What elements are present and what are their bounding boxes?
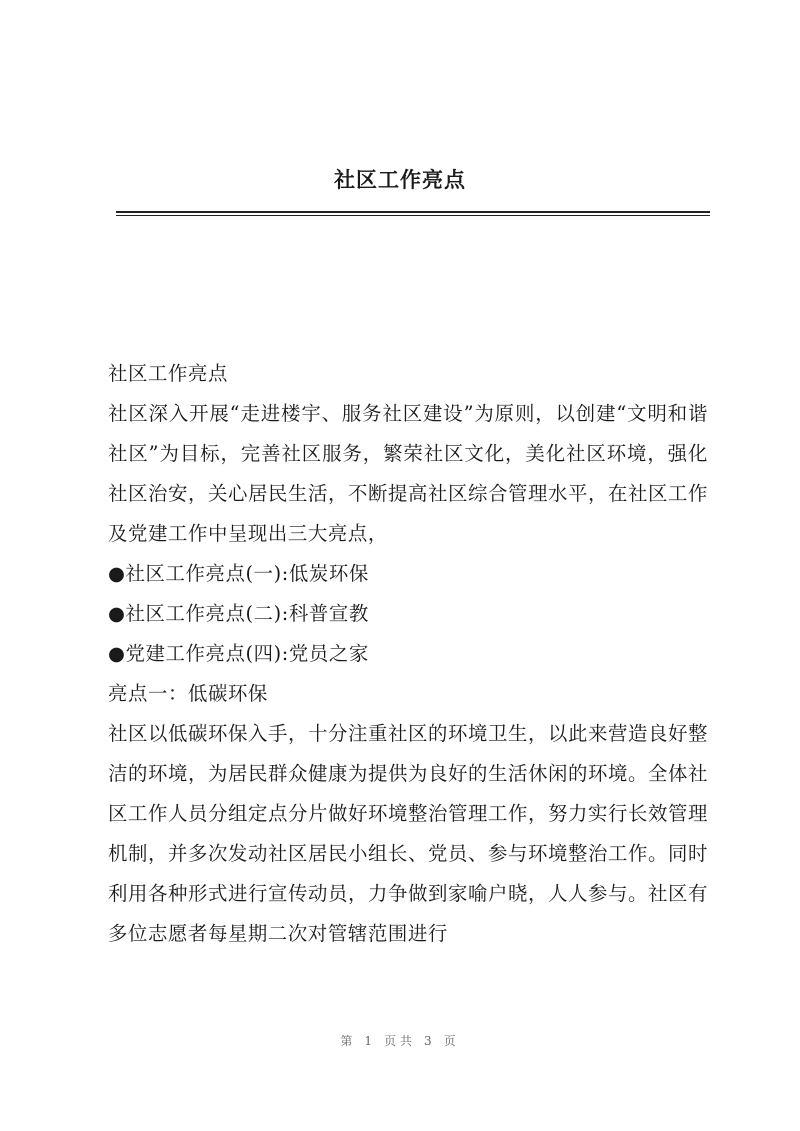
footer-prefix: 第 [340,1034,357,1048]
title-divider-thin [116,215,710,216]
section-heading: 社区工作亮点 [108,362,228,385]
footer-total-pages: 3 [424,1034,436,1048]
highlight-item-3: ●党建工作亮点(四):党员之家 [108,642,369,665]
subsection-heading: 亮点一：低碳环保 [108,682,268,705]
page-footer [0,1032,800,1049]
intro-paragraph: 社区深入开展“走进楼宇、服务社区建设”为原则，以创建“文明和谐社区”为目标，完善社区服务，繁荣社区文化，美化社区环境，强化社区治安，关心居民生活，不断提高社区综合管理水平，在社区工作及党建工作中呈现出三大亮点， [108,402,708,545]
footer-page-number: 1 [364,1034,376,1048]
highlight-item-2: ●社区工作亮点(二):科普宣教 [108,602,369,625]
footer-suffix: 页 [443,1034,460,1048]
page-title: 社区工作亮点 [334,168,466,192]
body-paragraph: 社区以低碳环保入手，十分注重社区的环境卫生，以此来营造良好整洁的环境，为居民群众健康为提供为良好的生活休闲的环境。全体社区工作人员分组定点分片做好环境整治管理工作，努力实行长效管理机制，并多次发动社区居民小组长、党员、参与环境整治工作。同时利用各种形式进行宣传动员，力争做到家喻户晓，人人参与。社区有多位志愿者每星期二次对管辖范围进行 [108,722,708,945]
title-divider [116,211,710,213]
highlight-item-1: ●社区工作亮点(一):低炭环保 [108,562,369,585]
document-body [108,354,708,954]
footer-middle: 页共 [383,1034,416,1048]
